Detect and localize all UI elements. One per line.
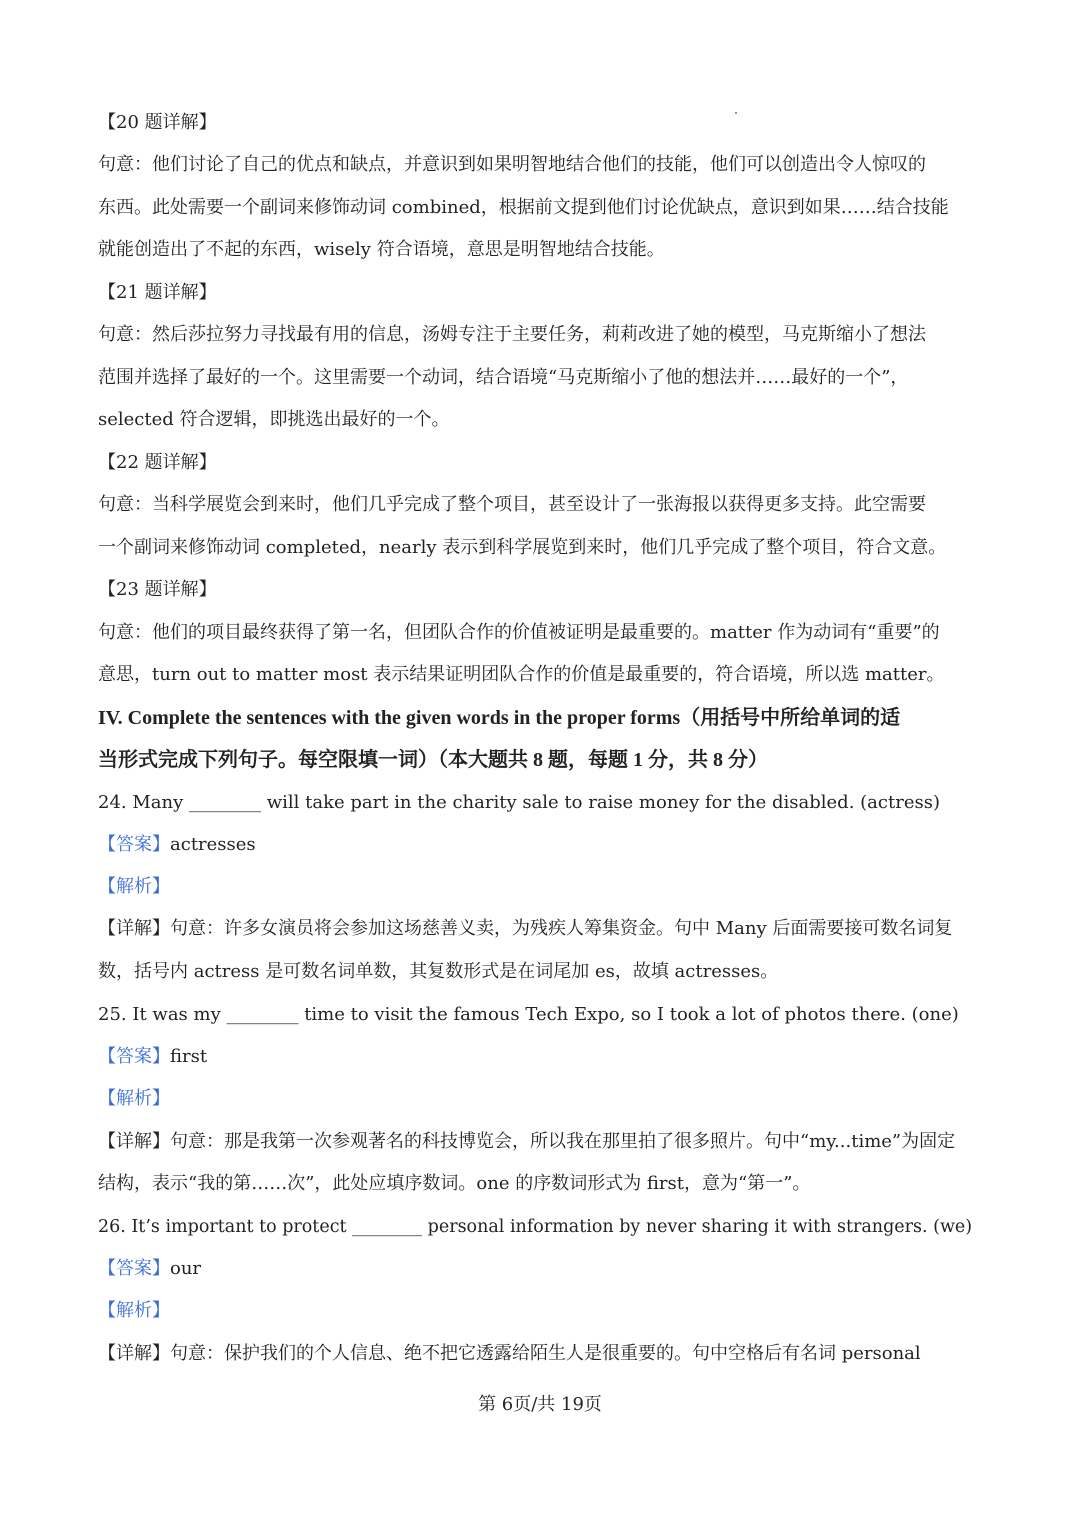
q20-explanation-line: 东西。此处需要一个副词来修饰动词 combined，根据前文提到他们讨论优缺点，意识到如果……结合技能: [98, 197, 949, 218]
q21-explanation-line: 范围并选择了最好的一个。这里需要一个动词，结合语境“马克斯缩小了他的想法并……最好的一个”，: [98, 367, 909, 388]
answer-value: our: [170, 1258, 202, 1279]
answer-tag: 【答案】: [98, 1258, 170, 1279]
detail-26: [98, 1342, 988, 1366]
q22-heading: 【22 题详解】: [98, 452, 217, 473]
q20-explanation-line: 就能创造出了不起的东西，wisely 符合语境，意思是明智地结合技能。: [98, 239, 665, 260]
q21-explanation-line: selected 符合逻辑，即挑选出最好的一个。: [98, 409, 450, 430]
q20-heading: 【20 题详解】: [98, 112, 217, 133]
detail-24-cont: 数，括号内 actress 是可数名词单数，其复数形式是在词尾加 es，故填 actresses。: [98, 961, 779, 982]
detail-tag: 【详解】: [98, 1343, 170, 1364]
answer-24: [98, 833, 988, 857]
section-heading: 当形式完成下列句子。每空限填一词）（本大题共 8 题，每题 1 分，共 8 分）: [98, 749, 768, 771]
analysis-tag: [98, 1087, 988, 1111]
q20-explanation-line: 句意：他们讨论了自己的优点和缺点，并意识到如果明智地结合他们的技能，他们可以创造出令人惊叹的: [98, 154, 926, 175]
answer-value: actresses: [170, 834, 256, 855]
detail-text: 句意：保护我们的个人信息、绝不把它透露给陌生人是很重要的。句中空格后有名词 personal: [170, 1343, 921, 1364]
q22-explanation-line: 句意：当科学展览会到来时，他们几乎完成了整个项目，甚至设计了一张海报以获得更多支持。此空需要: [98, 494, 926, 515]
answer-tag: 【答案】: [98, 1046, 170, 1067]
section-heading: IV. Complete the sentences with the given words in the proper forms（用括号中所给单词的适: [98, 707, 901, 729]
answer-25: [98, 1045, 988, 1069]
q23-heading: 【23 题详解】: [98, 579, 217, 600]
detail-25-cont: 结构，表示“我的第……次”，此处应填序数词。one 的序数词形式为 first，意为“第一”。: [98, 1173, 811, 1194]
detail-25: [98, 1130, 988, 1154]
answer-value: first: [170, 1046, 208, 1067]
page-footer: 第 6页/共 19页: [478, 1394, 602, 1415]
analysis-label: 【解析】: [98, 1300, 170, 1321]
question-24: 24. Many ________ will take part in the charity sale to raise money for the disabled. (actress): [98, 792, 940, 813]
analysis-label: 【解析】: [98, 876, 170, 897]
q21-heading: 【21 题详解】: [98, 282, 217, 303]
q21-explanation-line: 句意：然后莎拉努力寻找最有用的信息，汤姆专注于主要任务，莉莉改进了她的模型，马克斯缩小了想法: [98, 324, 926, 345]
question-26: 26. It’s important to protect ________ personal information by never sharing it with strangers. (we): [98, 1217, 973, 1237]
analysis-tag: [98, 1299, 988, 1323]
detail-tag: 【详解】: [98, 918, 170, 939]
q23-explanation-line: 句意：他们的项目最终获得了第一名，但团队合作的价值被证明是最重要的。matter 作为动词有“重要”的: [98, 622, 940, 643]
question-25: 25. It was my ________ time to visit the famous Tech Expo, so I took a lot of photos there. (one): [98, 1004, 959, 1025]
detail-tag: 【详解】: [98, 1131, 170, 1152]
analysis-label: 【解析】: [98, 1088, 170, 1109]
q23-explanation-line: 意思，turn out to matter most 表示结果证明团队合作的价值是最重要的，符合语境，所以选 matter。: [98, 664, 945, 685]
detail-text: 句意：许多女演员将会参加这场慈善义卖，为残疾人筹集资金。句中 Many 后面需要接可数名词复: [170, 918, 953, 939]
analysis-tag: [98, 875, 988, 899]
q22-explanation-line: 一个副词来修饰动词 completed，nearly 表示到科学展览到来时，他们几乎完成了整个项目，符合文意。: [98, 537, 947, 558]
answer-26: [98, 1257, 988, 1281]
answer-tag: 【答案】: [98, 834, 170, 855]
detail-text: 句意：那是我第一次参观著名的科技博览会，所以我在那里拍了很多照片。句中“my...time”为固定: [170, 1131, 956, 1152]
detail-24: [98, 917, 988, 941]
